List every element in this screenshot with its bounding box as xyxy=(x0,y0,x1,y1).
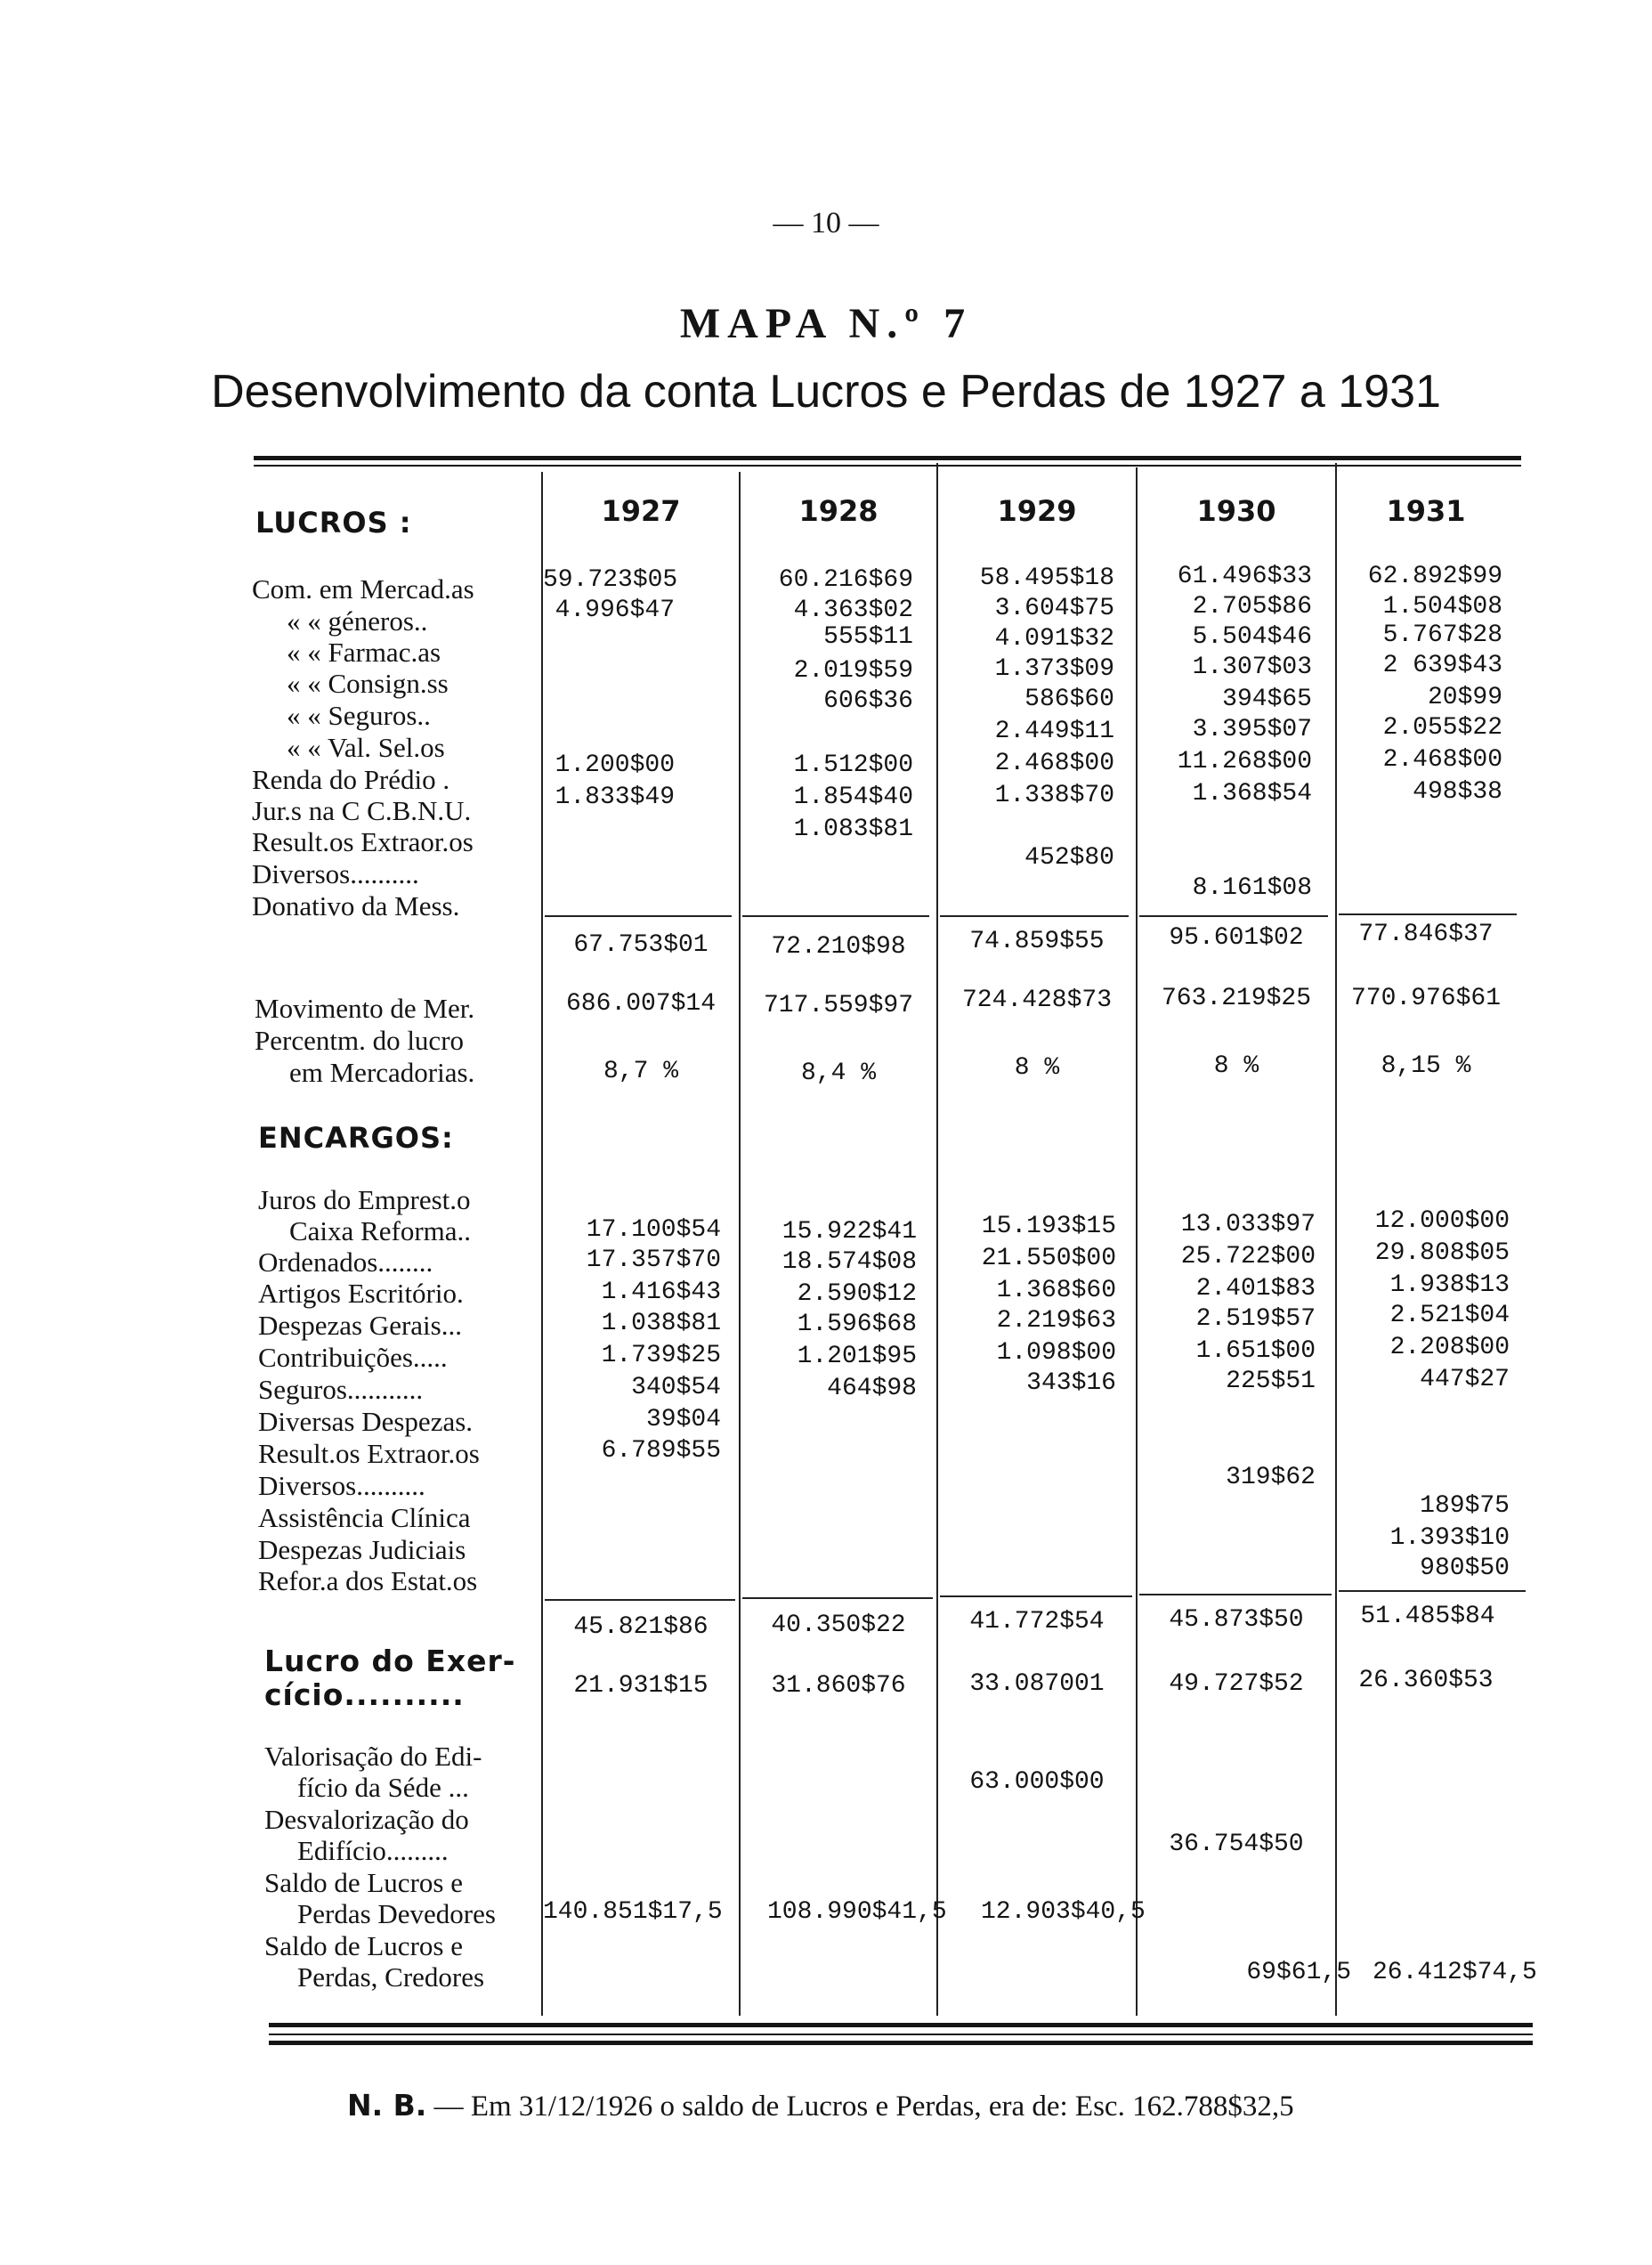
lucros-value: 1.833$49 xyxy=(555,783,675,811)
encargos-value: 1.739$25 xyxy=(601,1342,721,1369)
lucros-label: Jur.s na C C.B.N.U. xyxy=(252,795,472,826)
movimento-value: 724.428$73 xyxy=(961,986,1113,1014)
encargos-total: 45.873$50 xyxy=(1169,1606,1304,1634)
saldo-devedores-label: Perdas Devedores xyxy=(297,1898,496,1929)
sum-line xyxy=(742,915,929,917)
lucros-value: 5.767$28 xyxy=(1382,621,1502,649)
encargos-value: 2.521$04 xyxy=(1389,1302,1510,1329)
movimento-value: 717.559$97 xyxy=(763,992,914,1019)
encargos-label: Ordenados........ xyxy=(258,1246,433,1278)
lucros-value: 3.395$07 xyxy=(1192,716,1312,743)
saldo-credores-value: 26.412$74,5 xyxy=(1373,1959,1537,1986)
lucros-value: 2 639$43 xyxy=(1382,652,1502,679)
encargos-value: 1.368$60 xyxy=(996,1277,1116,1304)
encargos-label: Seguros........... xyxy=(258,1374,424,1405)
lucros-label: Result.os Extraor.os xyxy=(252,826,474,857)
footnote-prefix: N. B. xyxy=(347,2088,427,2123)
desvalorizacao-label: Edifício......... xyxy=(297,1835,449,1866)
bottom-rule xyxy=(269,2023,1533,2027)
page-number: — 10 — xyxy=(773,207,879,239)
lucros-value: 1.307$03 xyxy=(1192,654,1312,681)
saldo-devedores-value: 12.903$40,5 xyxy=(981,1898,1146,1926)
lucros-value: 498$38 xyxy=(1413,778,1502,806)
sum-line xyxy=(545,1599,735,1601)
lucros-value: 5.504$46 xyxy=(1192,623,1312,651)
encargos-label: Despezas Judiciais xyxy=(258,1534,466,1565)
encargos-label: Result.os Extraor.os xyxy=(258,1438,480,1469)
lucros-value: 1.368$54 xyxy=(1192,780,1312,808)
lucros-label: Diversos.......... xyxy=(252,858,419,889)
lucros-value: 2.468$00 xyxy=(1382,746,1502,774)
sum-line xyxy=(1339,1590,1526,1592)
lucros-value: 1.504$08 xyxy=(1382,593,1502,621)
encargos-total: 41.772$54 xyxy=(969,1608,1105,1636)
encargos-value: 1.393$10 xyxy=(1389,1524,1510,1552)
encargos-value: 1.938$13 xyxy=(1389,1271,1510,1299)
lucros-value: 606$36 xyxy=(823,687,913,715)
lucros-value: 452$80 xyxy=(1024,844,1114,872)
encargos-label: Caixa Reforma.. xyxy=(289,1215,472,1246)
encargos-value: 1.596$68 xyxy=(797,1311,917,1338)
year-header-1928: 1928 xyxy=(798,494,879,528)
encargos-value: 17.357$70 xyxy=(586,1246,721,1274)
lucros-value: 59.723$05 xyxy=(543,566,678,594)
encargos-label: Assistência Clínica xyxy=(258,1502,471,1533)
top-rule xyxy=(254,456,1521,460)
encargos-label: Diversas Despezas. xyxy=(258,1406,474,1437)
encargos-value: 2.401$83 xyxy=(1195,1275,1316,1303)
lucros-value: 4.363$02 xyxy=(793,597,913,624)
sum-line xyxy=(1139,1594,1332,1595)
valorisacao-value: 63.000$00 xyxy=(969,1768,1105,1796)
saldo-credores-label: Saldo de Lucros e xyxy=(264,1930,463,1961)
encargos-value: 447$27 xyxy=(1420,1366,1510,1393)
lucros-value: 555$11 xyxy=(823,623,913,651)
lucros-value: 60.216$69 xyxy=(778,566,913,594)
lucros-label: « « Farmac.as xyxy=(287,637,441,668)
top-rule-thin xyxy=(254,465,1521,467)
movimento-value: 686.007$14 xyxy=(565,990,717,1018)
lucro-exercicio-label: cício.......... xyxy=(264,1677,465,1712)
lucro-exercicio-label: Lucro do Exer- xyxy=(264,1644,516,1678)
desvalorizacao-value: 36.754$50 xyxy=(1169,1831,1304,1858)
percentagem-value: 8 % xyxy=(1213,1052,1259,1080)
sum-line xyxy=(1139,915,1328,917)
percentagem-value: 8,15 % xyxy=(1381,1052,1471,1080)
lucros-total: 72.210$98 xyxy=(771,933,906,961)
encargos-label: Despezas Gerais... xyxy=(258,1310,462,1341)
footnote xyxy=(347,2088,1294,2123)
lucros-label: Renda do Prédio . xyxy=(252,764,450,795)
lucros-value: 2.449$11 xyxy=(994,718,1114,745)
sum-line xyxy=(940,1595,1132,1597)
lucros-value: 2.468$00 xyxy=(994,750,1114,777)
percentagem-label: em Mercadorias. xyxy=(289,1057,475,1088)
encargos-value: 1.651$00 xyxy=(1195,1337,1316,1365)
lucros-value: 2.019$59 xyxy=(793,657,913,685)
year-header-1931: 1931 xyxy=(1386,494,1466,528)
encargos-total: 51.485$84 xyxy=(1360,1603,1495,1630)
sum-line xyxy=(1339,913,1517,915)
year-header-1929: 1929 xyxy=(997,494,1077,528)
encargos-value: 15.922$41 xyxy=(781,1218,917,1246)
encargos-value: 25.722$00 xyxy=(1180,1243,1316,1271)
percentagem-value: 8 % xyxy=(1014,1054,1060,1082)
encargos-value: 39$04 xyxy=(645,1406,721,1433)
lucros-label: Com. em Mercad.as xyxy=(252,573,474,605)
encargos-label: Juros do Emprest.o xyxy=(258,1184,471,1215)
encargos-value: 464$98 xyxy=(827,1375,917,1402)
page-subtitle: Desenvolvimento da conta Lucros e Perdas de 1927 a 1931 xyxy=(211,366,1441,418)
encargos-value: 6.789$55 xyxy=(601,1437,721,1465)
encargos-value: 319$62 xyxy=(1226,1464,1316,1491)
lucros-value: 394$65 xyxy=(1222,686,1312,713)
lucros-value: 4.091$32 xyxy=(994,625,1114,653)
lucros-label: « « géneros.. xyxy=(287,605,428,637)
lucros-value: 1.854$40 xyxy=(793,783,913,811)
lucro-exercicio-value: 33.087001 xyxy=(969,1670,1105,1698)
encargos-heading: ENCARGOS: xyxy=(258,1121,454,1155)
sum-line xyxy=(545,915,732,917)
lucros-value: 586$60 xyxy=(1024,686,1114,713)
encargos-value: 1.038$81 xyxy=(601,1310,721,1337)
year-header-1930: 1930 xyxy=(1196,494,1276,528)
lucro-exercicio-value: 21.931$15 xyxy=(573,1672,709,1700)
encargos-value: 15.193$15 xyxy=(981,1213,1116,1240)
lucro-exercicio-value: 49.727$52 xyxy=(1169,1670,1304,1698)
encargos-value: 1.201$95 xyxy=(797,1343,917,1370)
encargos-label: Diversos.......... xyxy=(258,1470,425,1501)
lucros-heading: LUCROS : xyxy=(255,506,412,540)
saldo-credores-label: Perdas, Credores xyxy=(297,1961,485,1993)
footnote-text: — Em 31/12/1926 o saldo de Lucros e Perdas, era de: Esc. 162.788$32,5 xyxy=(433,2090,1294,2123)
encargos-value: 343$16 xyxy=(1026,1369,1116,1397)
lucro-exercicio-value: 26.360$53 xyxy=(1358,1667,1494,1694)
encargos-value: 2.519$57 xyxy=(1195,1305,1316,1333)
encargos-value: 12.000$00 xyxy=(1374,1207,1510,1235)
saldo-credores-value: 69$61,5 xyxy=(1246,1959,1351,1986)
lucros-label: Donativo da Mess. xyxy=(252,890,460,921)
encargos-label: Contribuições..... xyxy=(258,1342,448,1373)
lucro-exercicio-value: 31.860$76 xyxy=(771,1672,906,1700)
lucros-value: 62.892$99 xyxy=(1367,563,1502,590)
encargos-total: 45.821$86 xyxy=(573,1613,709,1641)
percentagem-value: 8,4 % xyxy=(800,1059,876,1087)
movimento-label: Movimento de Mer. xyxy=(255,993,475,1024)
saldo-devedores-value: 108.990$41,5 xyxy=(767,1898,947,1926)
encargos-value: 21.550$00 xyxy=(981,1245,1116,1272)
encargos-value: 17.100$54 xyxy=(586,1216,721,1244)
bottom-rule xyxy=(269,2041,1533,2045)
lucros-label: « « Consign.ss xyxy=(287,668,449,699)
movimento-value: 770.976$61 xyxy=(1350,985,1502,1012)
encargos-value: 225$51 xyxy=(1226,1368,1316,1395)
encargos-value: 2.208$00 xyxy=(1389,1334,1510,1361)
percentagem-value: 8,7 % xyxy=(603,1058,678,1085)
lucros-total: 77.846$37 xyxy=(1358,921,1494,948)
lucros-value: 1.373$09 xyxy=(994,655,1114,683)
lucros-value: 1.200$00 xyxy=(555,751,675,779)
lucros-value: 4.996$47 xyxy=(555,597,675,624)
lucros-value: 3.604$75 xyxy=(994,595,1114,622)
desvalorizacao-label: Desvalorização do xyxy=(264,1804,469,1835)
lucros-label: « « Val. Sel.os xyxy=(287,732,445,763)
percentagem-label: Percentm. do lucro xyxy=(255,1025,465,1056)
valorisacao-label: Valorisação do Edi- xyxy=(264,1741,482,1772)
lucros-value: 11.268$00 xyxy=(1177,748,1312,775)
encargos-value: 29.808$05 xyxy=(1374,1239,1510,1267)
lucros-label: « « Seguros.. xyxy=(287,700,431,731)
encargos-value: 340$54 xyxy=(631,1374,721,1401)
encargos-value: 980$50 xyxy=(1420,1555,1510,1582)
bottom-rule-thin xyxy=(269,2034,1533,2035)
encargos-total: 40.350$22 xyxy=(771,1611,906,1639)
encargos-value: 2.590$12 xyxy=(797,1280,917,1308)
valorisacao-label: fício da Séde ... xyxy=(297,1772,469,1803)
lucros-value: 58.495$18 xyxy=(979,564,1114,592)
lucros-value: 1.512$00 xyxy=(793,751,913,779)
lucros-value: 8.161$08 xyxy=(1192,874,1312,902)
lucros-total: 74.859$55 xyxy=(969,928,1105,955)
lucros-value: 61.496$33 xyxy=(1177,563,1312,590)
encargos-value: 1.098$00 xyxy=(996,1339,1116,1367)
saldo-devedores-label: Saldo de Lucros e xyxy=(264,1867,463,1898)
encargos-value: 189$75 xyxy=(1420,1492,1510,1520)
encargos-value: 13.033$97 xyxy=(1180,1211,1316,1238)
encargos-label: Refor.a dos Estat.os xyxy=(258,1565,478,1596)
lucros-value: 2.705$86 xyxy=(1192,593,1312,621)
saldo-devedores-value: 140.851$17,5 xyxy=(543,1898,723,1926)
map-title: MAPA N.º 7 xyxy=(679,300,973,347)
lucros-total: 67.753$01 xyxy=(573,931,709,959)
sum-line xyxy=(742,1597,933,1599)
sum-line xyxy=(940,915,1129,917)
lucros-value: 2.055$22 xyxy=(1382,714,1502,742)
year-header-1927: 1927 xyxy=(601,494,681,528)
encargos-value: 2.219$63 xyxy=(996,1307,1116,1335)
lucros-total: 95.601$02 xyxy=(1169,924,1304,952)
lucros-value: 20$99 xyxy=(1427,684,1502,711)
encargos-value: 18.574$08 xyxy=(781,1248,917,1276)
encargos-label: Artigos Escritório. xyxy=(258,1278,464,1309)
lucros-value: 1.083$81 xyxy=(793,816,913,843)
lucros-value: 1.338$70 xyxy=(994,782,1114,809)
movimento-value: 763.219$25 xyxy=(1161,985,1312,1012)
encargos-value: 1.416$43 xyxy=(601,1279,721,1306)
